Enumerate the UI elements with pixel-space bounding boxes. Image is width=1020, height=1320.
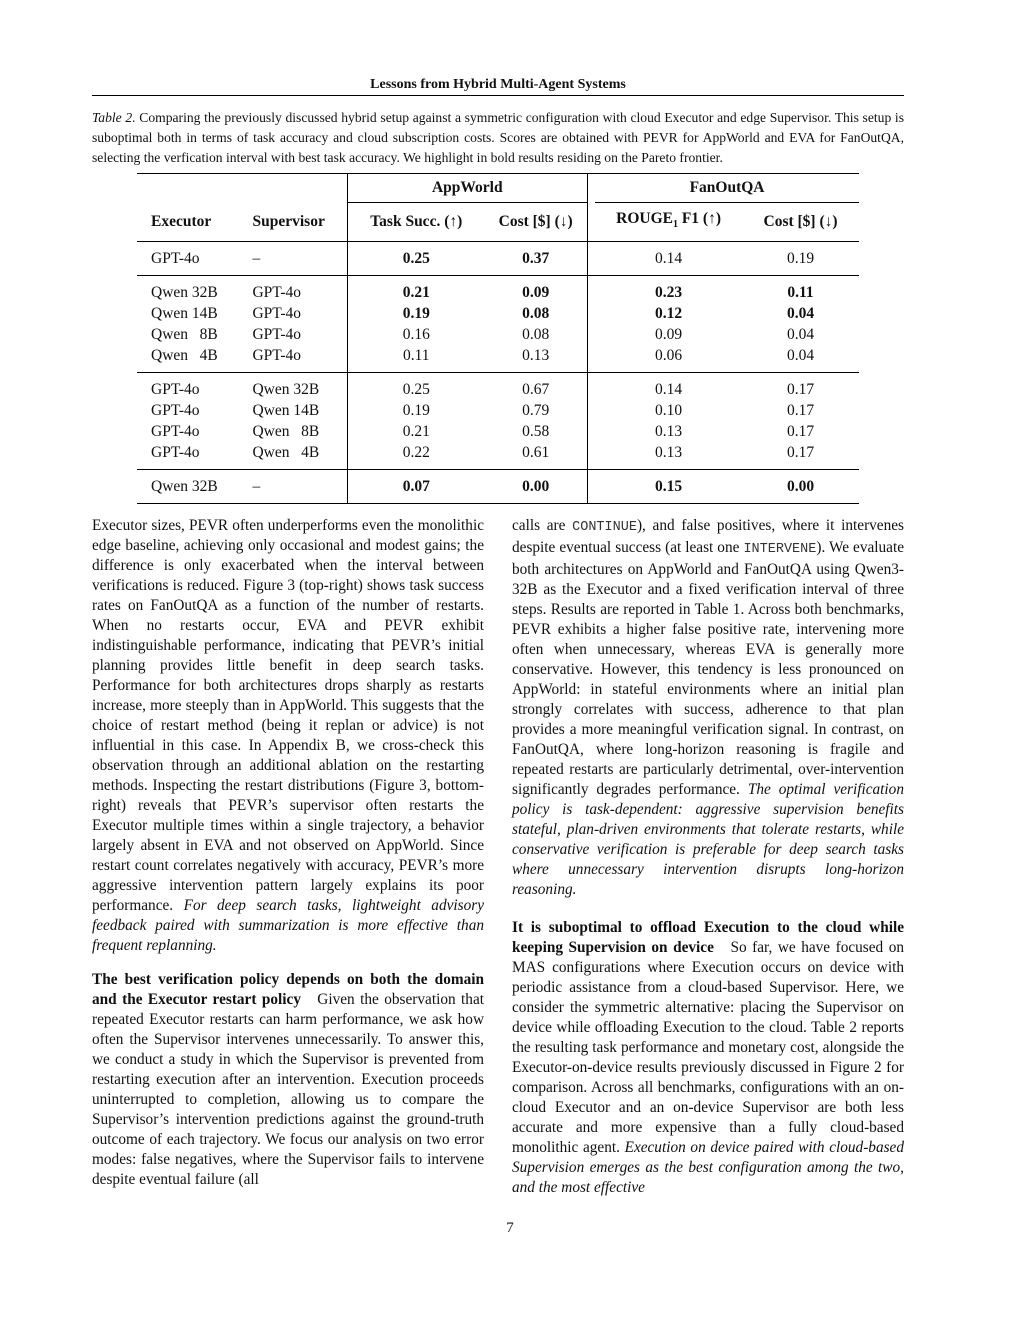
paragraph-heading: It is suboptimal to offload Execution to the cloud while keeping Supervision on device (512, 919, 904, 956)
caption-text: Comparing the previously discussed hybrid setup against a symmetric configuration with cloud Executor and edge Supervisor. This setup is suboptimal both in terms of task accuracy and cloud subscription costs. Scores are obtained with PEVR for AppWorld and EVA for FanOutQA, selecting the verfication interval with best task accuracy. We highlight in bold results residing on the Pareto frontier. (92, 110, 904, 165)
cell-supervisor: Qwen 8B (252, 423, 320, 441)
cell-cost-fanoutqa: 0.04 (786, 326, 815, 344)
cell-rouge: 0.23 (655, 284, 683, 302)
table-row (137, 324, 859, 345)
cell-cost-fanoutqa: 0.17 (786, 423, 815, 441)
col-cost-appworld: Cost [$] (↓) (498, 213, 573, 231)
cell-rouge: 0.13 (655, 444, 683, 462)
table-row (137, 421, 859, 442)
page-number: 7 (506, 1220, 514, 1236)
paragraph (512, 918, 904, 1198)
table-row (137, 276, 859, 304)
rouge-subscript: 1 (672, 219, 678, 231)
cell-task: 0.21 (347, 276, 484, 304)
cell-supervisor: GPT-4o (252, 347, 302, 365)
cell-executor: GPT-4o (151, 423, 200, 441)
cell-supervisor: Qwen 32B (252, 381, 320, 399)
cell-cost-appworld: 0.08 (522, 326, 550, 344)
cell-cost-fanoutqa: 0.17 (786, 444, 815, 462)
cell-cost-appworld: 0.37 (522, 250, 550, 268)
cell-supervisor: GPT-4o (252, 326, 302, 344)
paragraph-text: Executor sizes, PEVR often underperforms even the monolithic edge baseline, achieving only occasional and modest gains; the difference is only exacerbated when the interval between verifications is reduced. Figure 3 (top-right) shows task success rates on FanOutQA as a function of the number of restarts. When no restarts occur, EVA and PEVR exhibit indistinguishable performance, indicating that PEVR’s initial planning provides little benefit in deep search tasks. Performance for both architectures drops sharply as restarts increase, more steeply than in AppWorld. This suggests that the choice of restart method (being it replan or advice) is not influential in this case. In Appendix B, we cross-check this observation through an additional ablation on the restarting methods. Inspecting the restart distributions (Figure 3, bottom-right) reveals that PEVR’s supervisor often restarts the Executor multiple times within a single trajectory, a behavior largely absent in EVA and not observed on AppWorld. Since restart count correlates negatively with accuracy, PEVR’s more aggressive intervention pattern largely explains its poor performance. (92, 517, 484, 914)
paragraph-text: Given the observation that repeated Executor restarts can harm performance, we ask how often the Supervisor intervenes unnecessarily. To answer this, we conduct a study in which the Supervisor is prevented from restarting execution after an intervention. Execution proceeds uninterrupted to completion, allowing us to compare the Supervisor’s intervention predictions against the ground-truth outcome of each trajectory. We focus our analysis on two error modes: false negatives, where the Supervisor fails to intervene despite eventual failure (all (92, 991, 484, 1188)
cell-executor: Qwen 32B (151, 478, 218, 496)
results-table (137, 173, 859, 504)
cell-task: 0.25 (347, 242, 484, 276)
cell-task: 0.11 (347, 345, 484, 373)
cell-supervisor: GPT-4o (252, 284, 302, 302)
group-fanoutqa: FanOutQA (595, 174, 859, 203)
paragraph-emphasis: For deep search tasks, lightweight advisory feedback paired with summarization is more effective than frequent replanning. (92, 897, 484, 954)
col-rouge-f1 (595, 203, 742, 242)
paragraph-text: ). We evaluate both architectures on AppWorld and FanOutQA using Qwen3-32B as the Executor and a fixed verification interval of three steps. Results are reported in Table 1. Across both benchmarks, PEVR exhibits a higher false positive rate, intervening more often when unnecessary, whereas EVA is generally more conservative. However, this tendency is less pronounced on AppWorld: in stateful environments where an initial plan strongly correlates with success, adherence to that plan provides a more meaningful verification signal. In contrast, on FanOutQA, where long-horizon reasoning is fragile and repeated restarts are particularly detrimental, over-intervention significantly degrades performance. (512, 539, 905, 798)
paragraph-text: So far, we have focused on MAS configurations where Execution occurs on device with periodic assistance from a cloud-based Supervisor. Here, we consider the symmetric alternative: placing the Supervisor on device while offloading Execution to the cloud. Table 2 reports the resulting task performance and monetary cost, alongside the Executor-on-device results previously discussed in Figure 2 for comparison. Across all benchmarks, configurations with an on-cloud Executor and an on-device Supervisor are both less accurate and more expensive than a fully cloud-based monolithic agent. (512, 939, 905, 1156)
cell-rouge: 0.06 (655, 347, 683, 365)
cell-task: 0.19 (347, 400, 484, 421)
table-row (137, 242, 859, 276)
cell-task: 0.19 (347, 303, 484, 324)
cell-rouge: 0.14 (655, 381, 683, 399)
cell-supervisor: Qwen 4B (252, 444, 320, 462)
cell-task: 0.25 (347, 373, 484, 401)
group-appworld: AppWorld (347, 174, 587, 203)
cell-cost-appworld: 0.08 (522, 305, 550, 323)
left-column (92, 516, 484, 1190)
cell-executor: GPT-4o (151, 444, 200, 462)
cell-task: 0.07 (347, 470, 484, 504)
cell-rouge: 0.14 (655, 250, 683, 268)
cell-cost-fanoutqa: 0.04 (786, 305, 815, 323)
cell-rouge: 0.12 (655, 305, 683, 323)
cell-supervisor: – (252, 478, 261, 496)
cell-cost-fanoutqa: 0.17 (786, 402, 815, 420)
col-cost-fanoutqa: Cost [$] (↓) (763, 213, 838, 231)
table-row (137, 442, 859, 470)
cell-cost-fanoutqa: 0.19 (786, 250, 815, 268)
paragraph (92, 970, 484, 1190)
cell-task: 0.16 (347, 324, 484, 345)
rouge-text: ROUGE (616, 210, 673, 227)
cell-cost-appworld: 0.58 (522, 423, 550, 441)
cell-cost-appworld: 0.13 (522, 347, 550, 365)
cell-executor: GPT-4o (151, 381, 200, 399)
code-intervene: INTERVENE (743, 542, 817, 557)
cell-executor: GPT-4o (151, 250, 200, 268)
paragraph-text: calls are (512, 517, 573, 534)
paragraph-emphasis: The optimal verification policy is task-dependent: aggressive supervision benefits stateful, plan-driven environments that tolerate restarts, while conservative verification is preferable for deep search tasks where unnecessary intervention disrupts long-horizon reasoning. (512, 781, 904, 898)
cell-cost-appworld: 0.61 (522, 444, 550, 462)
col-supervisor: Supervisor (252, 212, 325, 230)
table-row (137, 345, 859, 373)
paragraph (512, 516, 904, 900)
f1-text: F1 (↑) (677, 210, 722, 227)
table-row (137, 373, 859, 401)
paragraph-emphasis: Execution on device paired with cloud-based Supervision emerges as the best configuration among the two, and the most effective (512, 1139, 904, 1196)
cell-task: 0.22 (347, 442, 484, 470)
cell-cost-appworld: 0.67 (522, 381, 550, 399)
cell-cost-fanoutqa: 0.04 (786, 347, 815, 365)
cell-cost-fanoutqa: 0.00 (786, 478, 815, 496)
cell-executor: Qwen 14B (151, 305, 218, 323)
header-rule (92, 95, 904, 96)
cell-rouge: 0.13 (655, 423, 683, 441)
cell-supervisor: – (252, 250, 261, 268)
cell-executor: Qwen 4B (151, 347, 218, 365)
cell-task: 0.21 (347, 421, 484, 442)
col-task-success: Task Succ. (↑) (347, 203, 484, 242)
table-row (137, 400, 859, 421)
cell-executor: GPT-4o (151, 402, 200, 420)
cell-executor: Qwen 8B (151, 326, 218, 344)
table-row (137, 470, 859, 504)
paragraph (92, 516, 484, 956)
paragraph-heading: The best verification policy depends on both the domain and the Executor restart policy (92, 971, 484, 1008)
cell-cost-fanoutqa: 0.11 (787, 284, 814, 302)
cell-rouge: 0.09 (655, 326, 683, 344)
cell-rouge: 0.10 (655, 402, 683, 420)
cell-supervisor: Qwen 14B (252, 402, 320, 420)
cell-cost-appworld: 0.00 (522, 478, 550, 496)
cell-rouge: 0.15 (655, 478, 683, 496)
caption-label: Table 2. (92, 110, 136, 125)
cell-cost-appworld: 0.09 (522, 284, 550, 302)
table-row (137, 303, 859, 324)
cell-supervisor: GPT-4o (252, 305, 302, 323)
cell-cost-fanoutqa: 0.17 (786, 381, 815, 399)
running-head: Lessons from Hybrid Multi-Agent Systems (370, 77, 626, 92)
col-executor: Executor (151, 212, 212, 230)
table-caption (92, 108, 904, 168)
paragraph-text: ), and false positives, where it intervenes despite eventual success (at least one (512, 517, 904, 556)
cell-executor: Qwen 32B (151, 284, 218, 302)
cell-cost-appworld: 0.79 (522, 402, 550, 420)
right-column (512, 516, 904, 1198)
code-continue: CONTINUE (572, 520, 637, 535)
